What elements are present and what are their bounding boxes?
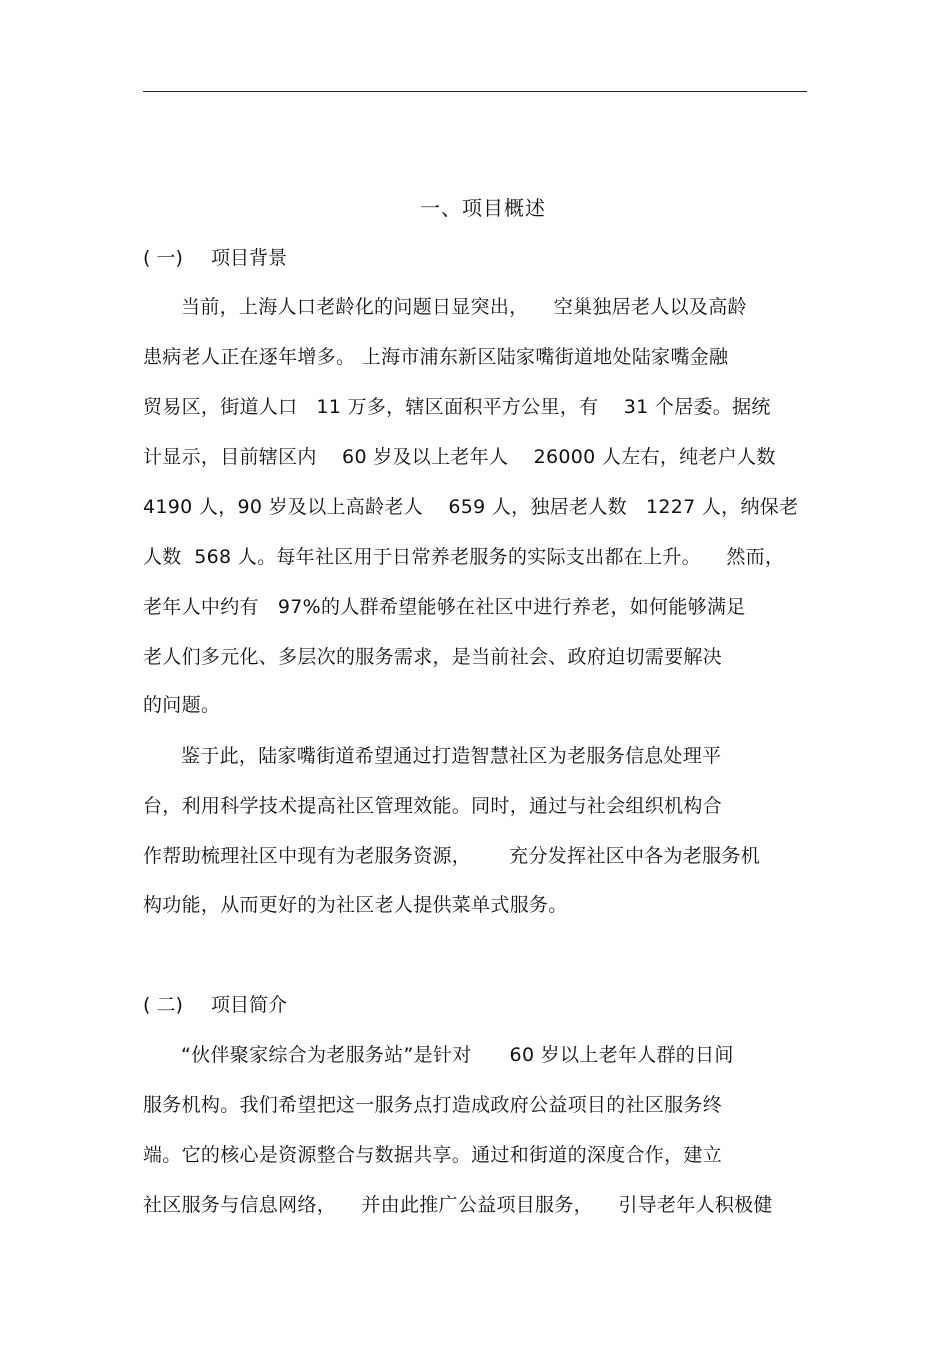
text-line: 构功能，从而更好的为社区老人提供菜单式服务。 [143, 894, 568, 916]
text-line: 端。它的核心是资源整合与数据共享。通过和街道的深度合作，建立 [143, 1144, 723, 1166]
section-title: 项目背景 [211, 247, 288, 269]
text-line: 鉴于此，陆家嘴街道希望通过打造智慧社区为老服务信息处理平 [143, 745, 722, 767]
text-line: 服务机构。我们希望把这一服务点打造成政府公益项目的社区服务终 [143, 1094, 723, 1116]
page-title: 一、项目概述 [420, 196, 546, 220]
text-line: 的问题。 [143, 694, 221, 716]
text-line: 贸易区，街道人口 11 万多，辖区面积平方公里，有 31 个居委。据统 [143, 396, 771, 418]
text-line: 患病老人正在逐年增多。 上海市浦东新区陆家嘴街道地处陆家嘴金融 [143, 346, 729, 368]
header-rule [143, 91, 807, 92]
text-line: 老年人中约有 97%的人群希望能够在社区中进行养老，如何能够满足 [143, 596, 746, 618]
text-line: 人数 568 人。每年社区用于日常养老服务的实际支出都在上升。 然而， [143, 546, 785, 568]
section-heading-1 [143, 243, 287, 273]
text-line: 台，利用科学技术提高社区管理效能。同时，通过与社会组织机构合 [143, 795, 723, 817]
text-line: 4190 人，90 岁及以上高龄老人 659 人，独居老人数 1227 人，纳保老 [143, 496, 799, 518]
text-line: 社区服务与信息网络， 并由此推广公益项目服务， 引导老年人积极健 [143, 1194, 773, 1216]
text-line: 当前，上海人口老龄化的问题日显突出， 空巢独居老人以及高龄 [143, 296, 747, 318]
section-heading-2 [143, 990, 287, 1020]
section-number: ( 二) [143, 994, 183, 1016]
section-number: ( 一) [143, 247, 183, 269]
text-line: “伙伴聚家综合为老服务站”是针对 60 岁以上老年人群的日间 [143, 1044, 734, 1066]
text-line: 作帮助梳理社区中现有为老服务资源， 充分发挥社区中各为老服务机 [143, 845, 761, 867]
section-title: 项目简介 [211, 994, 288, 1016]
text-line: 老人们多元化、多层次的服务需求，是当前社会、政府迫切需要解决 [143, 646, 723, 668]
text-line: 计显示，目前辖区内 60 岁及以上老年人 26000 人左右，纯老户人数 [143, 446, 776, 468]
